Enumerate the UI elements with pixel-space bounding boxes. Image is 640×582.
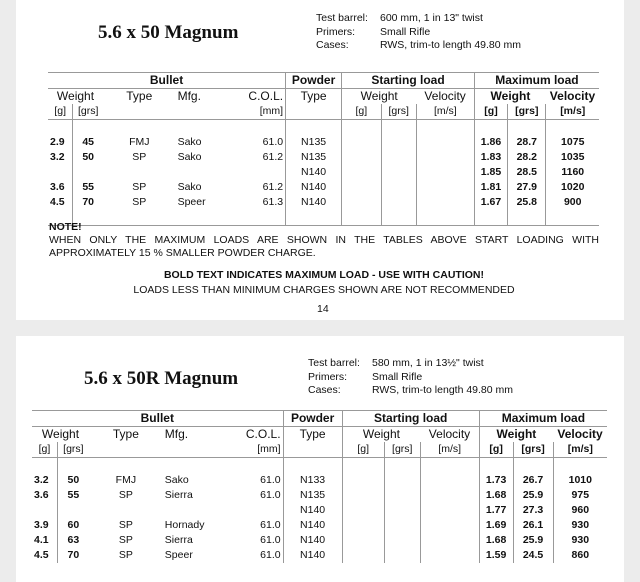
spec-value: RWS, trim-to length 49.80 mm xyxy=(372,384,514,396)
bullet-g: 4.5 xyxy=(34,549,49,561)
unit-max-ms: [m/s] xyxy=(553,442,607,458)
table-row xyxy=(48,180,599,195)
bullet-g xyxy=(32,503,57,518)
bullet-col: 61.0 xyxy=(260,519,281,531)
bullet-g xyxy=(48,165,73,180)
spec-key: Test barrel: xyxy=(316,12,368,24)
spec-cases xyxy=(316,39,521,53)
col-col-header: C.O.L. xyxy=(245,427,281,441)
bullet-mfg: Sierra xyxy=(164,489,193,501)
spec-key: Test barrel: xyxy=(308,357,360,369)
spec-value: 600 mm, 1 in 13" twist xyxy=(380,12,483,24)
bullet-type: SP xyxy=(118,519,133,531)
bullet-grs: 55 xyxy=(73,180,103,195)
unit-start-ms: [m/s] xyxy=(416,104,474,120)
bullet-mfg xyxy=(163,503,220,518)
max-g: 1.77 xyxy=(479,503,513,518)
powder-type: N140 xyxy=(286,195,342,210)
bullet-mfg: Sierra xyxy=(164,534,193,546)
bullet-mfg: Speer xyxy=(177,196,206,208)
bullet-mfg: Sako xyxy=(164,474,189,486)
start-velocity-header: Velocity xyxy=(424,89,466,103)
max-grs: 25.8 xyxy=(508,195,546,210)
max-grs: 27.3 xyxy=(513,503,553,518)
spec-key: Primers: xyxy=(308,370,348,383)
minimum-warning: LOADS LESS THAN MINIMUM CHARGES SHOWN ARE NOT RECOMMENDED xyxy=(133,284,515,296)
max-velocity-header: Velocity xyxy=(549,89,596,103)
table-row xyxy=(32,488,607,503)
bullet-type: SP xyxy=(132,196,147,208)
spec-value: Small Rifle xyxy=(372,370,423,383)
table-row xyxy=(48,150,599,165)
powder-type: N135 xyxy=(286,135,342,150)
max-grs: 27.9 xyxy=(508,180,546,195)
spec-key: Primers: xyxy=(316,25,356,38)
table-row xyxy=(32,503,607,518)
bullet-grs: 60 xyxy=(57,518,89,533)
spec-primers xyxy=(316,26,521,40)
bullet-col: 61.0 xyxy=(260,489,281,501)
spec-value: RWS, trim-to length 49.80 mm xyxy=(380,39,522,51)
powder-header: Powder xyxy=(283,411,342,427)
bullet-grs: 63 xyxy=(57,533,89,548)
max-g: 1.59 xyxy=(479,548,513,563)
unit-start-grs: [grs] xyxy=(381,104,416,120)
max-g: 1.83 xyxy=(474,150,507,165)
bullet-type: SP xyxy=(118,489,133,501)
bullet-col: 61.0 xyxy=(260,549,281,561)
max-velocity: 1020 xyxy=(546,180,599,195)
starting-load-header: Starting load xyxy=(342,73,475,89)
spec-barrel xyxy=(308,357,513,371)
max-velocity-header: Velocity xyxy=(557,427,603,441)
table-row xyxy=(48,165,599,180)
bullet-col xyxy=(225,165,285,180)
bullet-mfg: Sako xyxy=(177,181,202,193)
unit-mm: [mm] xyxy=(220,442,283,458)
bullet-mfg xyxy=(176,165,226,180)
test-specs xyxy=(308,357,513,398)
max-g: 1.69 xyxy=(479,518,513,533)
unit-g: [g] xyxy=(48,104,73,120)
bullet-mfg: Sako xyxy=(177,136,202,148)
max-g: 1.73 xyxy=(479,473,513,488)
max-grs: 25.9 xyxy=(513,533,553,548)
bullet-grs xyxy=(57,503,89,518)
max-velocity: 900 xyxy=(546,195,599,210)
type-col-header: Type xyxy=(112,427,139,441)
max-grs: 28.2 xyxy=(508,150,546,165)
note-text: WHEN ONLY THE MAXIMUM LOADS ARE SHOWN IN THE TABLES ABOVE START LOADING WITH APPROXIMATELY 15 % SMALLER POWDER CHARGE. xyxy=(49,234,599,259)
max-grs: 26.7 xyxy=(513,473,553,488)
unit-max-g: [g] xyxy=(479,442,513,458)
bullet-col: 61.2 xyxy=(262,181,284,193)
powder-header: Powder xyxy=(286,73,342,89)
powder-type: N140 xyxy=(283,533,342,548)
unit-max-grs: [grs] xyxy=(513,442,553,458)
table-row xyxy=(32,473,607,488)
powder-type: N140 xyxy=(286,165,342,180)
spec-barrel xyxy=(316,12,521,26)
bullet-type: SP xyxy=(132,181,147,193)
bullet-col: 61.0 xyxy=(262,136,284,148)
bullet-g: 3.6 xyxy=(34,489,49,501)
max-velocity: 1035 xyxy=(546,150,599,165)
bullet-header: Bullet xyxy=(48,73,286,89)
col-col-header: C.O.L. xyxy=(248,89,284,103)
bullet-grs xyxy=(73,165,103,180)
unit-max-grs: [grs] xyxy=(508,104,546,120)
bullet-grs: 50 xyxy=(73,150,103,165)
spec-cases xyxy=(308,384,513,398)
weight-col-header: Weight xyxy=(56,89,95,103)
max-weight-header: Weight xyxy=(474,89,546,105)
powder-type: N140 xyxy=(283,548,342,563)
bullet-type: SP xyxy=(118,534,133,546)
bullet-col: 61.2 xyxy=(262,151,284,163)
max-grs: 26.1 xyxy=(513,518,553,533)
powder-type: N135 xyxy=(286,150,342,165)
unit-start-g: [g] xyxy=(342,442,384,458)
max-g: 1.86 xyxy=(474,135,507,150)
bullet-g: 3.2 xyxy=(50,151,65,163)
max-velocity: 860 xyxy=(553,548,607,563)
starting-load-header: Starting load xyxy=(342,411,479,427)
unit-g: [g] xyxy=(32,442,57,458)
bold-warning: BOLD TEXT INDICATES MAXIMUM LOAD - USE WITH CAUTION! xyxy=(163,269,485,281)
mfg-col-header: Mfg. xyxy=(164,427,189,441)
unit-grs: [grs] xyxy=(57,442,89,458)
bullet-g: 3.6 xyxy=(50,181,65,193)
maximum-load-header: Maximum load xyxy=(479,411,607,427)
bullet-col: 61.0 xyxy=(260,474,281,486)
bullet-grs: 70 xyxy=(57,548,89,563)
powder-type: N140 xyxy=(286,180,342,195)
table-row xyxy=(32,548,607,563)
bullet-g: 2.9 xyxy=(50,136,65,148)
max-g: 1.67 xyxy=(474,195,507,210)
spec-key: Cases: xyxy=(316,39,349,51)
powder-type: N140 xyxy=(283,503,342,518)
max-velocity: 930 xyxy=(553,518,607,533)
spec-value: 580 mm, 1 in 13½" twist xyxy=(372,357,484,369)
unit-start-ms: [m/s] xyxy=(420,442,479,458)
max-grs: 28.5 xyxy=(508,165,546,180)
type-col-header: Type xyxy=(126,89,153,103)
max-velocity: 930 xyxy=(553,533,607,548)
start-weight-header: Weight xyxy=(342,89,417,105)
bullet-grs: 55 xyxy=(57,488,89,503)
max-grs: 24.5 xyxy=(513,548,553,563)
max-velocity: 960 xyxy=(553,503,607,518)
max-velocity: 1010 xyxy=(553,473,607,488)
bullet-grs: 50 xyxy=(57,473,89,488)
table-row xyxy=(48,195,599,210)
powder-type: N133 xyxy=(283,473,342,488)
weight-col-header: Weight xyxy=(41,427,80,441)
spec-primers xyxy=(308,371,513,385)
unit-grs: [grs] xyxy=(73,104,103,120)
bullet-type xyxy=(89,503,163,518)
maximum-load-header: Maximum load xyxy=(474,73,599,89)
powder-type-header: Type xyxy=(283,427,342,443)
spec-key: Cases: xyxy=(308,384,341,396)
max-velocity: 1075 xyxy=(546,135,599,150)
unit-max-g: [g] xyxy=(474,104,507,120)
unit-start-grs: [grs] xyxy=(384,442,420,458)
table-row xyxy=(32,518,607,533)
bullet-col: 61.3 xyxy=(262,196,284,208)
bullet-g: 4.1 xyxy=(34,534,49,546)
bullet-col: 61.0 xyxy=(260,534,281,546)
bullet-type: SP xyxy=(118,549,133,561)
bullet-type: SP xyxy=(132,151,147,163)
cartridge-title: 5.6 x 50R Magnum xyxy=(84,368,239,389)
max-grs: 28.7 xyxy=(508,135,546,150)
max-g: 1.85 xyxy=(474,165,507,180)
max-velocity: 975 xyxy=(553,488,607,503)
bullet-header: Bullet xyxy=(32,411,283,427)
manual-page-14 xyxy=(16,0,624,320)
test-specs xyxy=(316,12,521,53)
bullet-col xyxy=(220,503,283,518)
bullet-type xyxy=(103,165,176,180)
max-g: 1.68 xyxy=(479,533,513,548)
cartridge-title: 5.6 x 50 Magnum xyxy=(98,22,239,43)
note-title: NOTE! xyxy=(49,221,82,233)
unit-start-g: [g] xyxy=(342,104,381,120)
page-number: 14 xyxy=(317,303,329,315)
unit-max-ms: [m/s] xyxy=(546,104,599,120)
loading-note xyxy=(49,221,599,260)
max-g: 1.81 xyxy=(474,180,507,195)
bullet-grs: 70 xyxy=(73,195,103,210)
load-table xyxy=(48,72,599,226)
spec-value: Small Rifle xyxy=(380,25,431,38)
start-weight-header: Weight xyxy=(342,427,420,443)
bullet-grs: 45 xyxy=(73,135,103,150)
bullet-mfg: Sako xyxy=(177,151,202,163)
bullet-g: 4.5 xyxy=(50,196,65,208)
table-row xyxy=(32,533,607,548)
bullet-mfg: Speer xyxy=(164,549,193,561)
bullet-mfg: Hornady xyxy=(164,519,205,531)
table-row xyxy=(48,135,599,150)
unit-mm: [mm] xyxy=(225,104,285,120)
bullet-type: FMJ xyxy=(115,474,137,486)
load-table xyxy=(32,410,607,563)
manual-page-15 xyxy=(16,336,624,582)
bullet-g: 3.9 xyxy=(34,519,49,531)
powder-type-header: Type xyxy=(286,89,342,105)
max-grs: 25.9 xyxy=(513,488,553,503)
powder-type: N135 xyxy=(283,488,342,503)
start-velocity-header: Velocity xyxy=(428,427,471,441)
mfg-col-header: Mfg. xyxy=(177,89,201,103)
bullet-g: 3.2 xyxy=(34,474,49,486)
powder-type: N140 xyxy=(283,518,342,533)
max-velocity: 1160 xyxy=(546,165,599,180)
bullet-type: FMJ xyxy=(129,136,150,148)
max-g: 1.68 xyxy=(479,488,513,503)
max-weight-header: Weight xyxy=(479,427,553,443)
